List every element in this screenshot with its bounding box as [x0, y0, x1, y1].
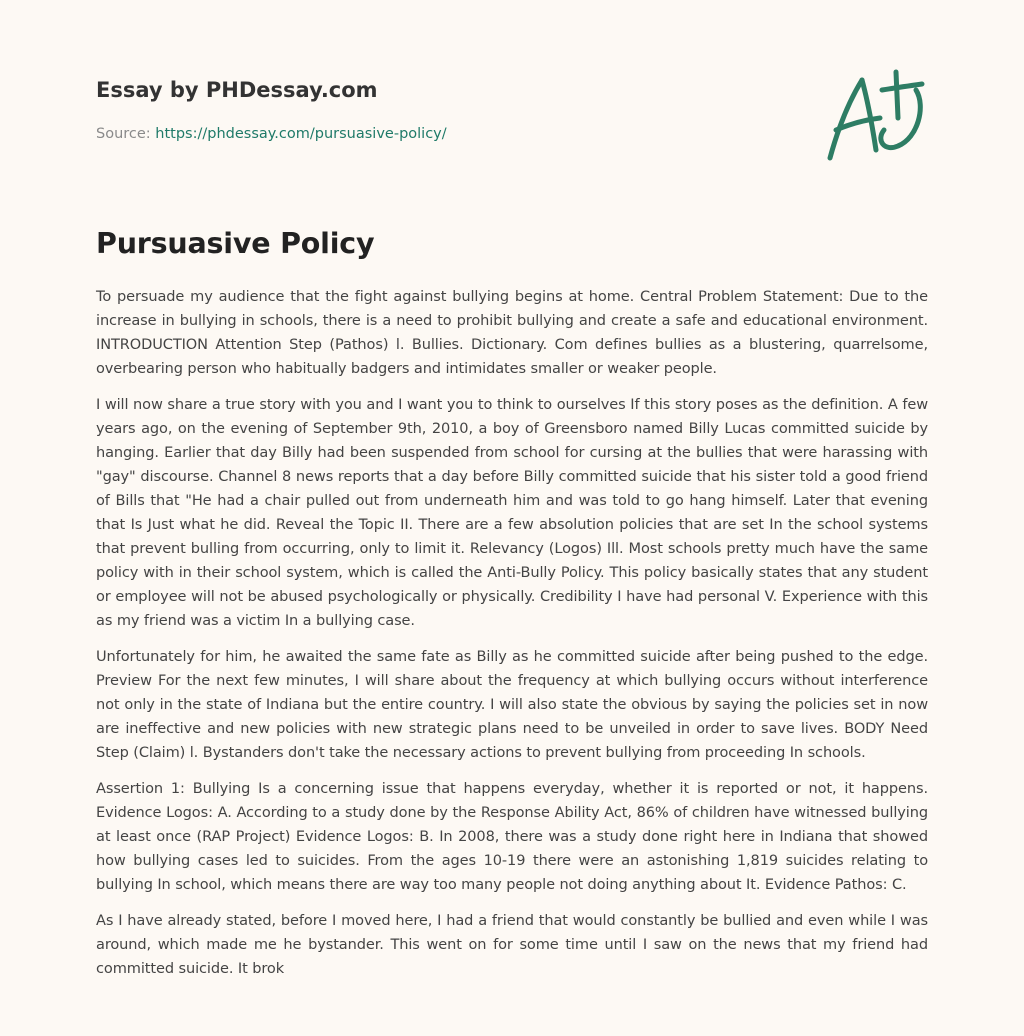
- source-link[interactable]: https://phdessay.com/pursuasive-policy/: [155, 126, 447, 142]
- essay-paragraph: Unfortunately for him, he awaited the same fate as Billy as he committed suicide after being pushed to the edge. Preview For the next few minutes, I will share about the frequency at which bullying occurs without interference not only in the state of Indiana but the entire country. I will also state the obvious by saying the policies set in now are ineffective and new policies with new strategic plans need to be unveiled in order to save lives. BODY Need Step (Claim) l. Bystanders don't take the necessary actions to prevent bullying from proceeding In schools.: [96, 648, 928, 761]
- site-brand: Essay by PHDessay.com: [96, 78, 378, 102]
- essay-paragraph: I will now share a true story with you and I want you to think to ourselves If this story poses as the definition. A few years ago, on the evening of September 9th, 2010, a boy of Greensboro named Billy Lucas committed suicide by hanging. Earlier that day Billy had been suspended from school for cursing at the bullies that were harassing with "gay" discourse. Channel 8 news reports that a day before Billy committed suicide that his sister told a good friend of Bills that "He had a chair pulled out from underneath him and was told to go hang himself. Later that evening that Is Just what he did. Reveal the Topic II. There are a few absolution policies that are set In the school systems that prevent bulling from occurring, only to limit it. Relevancy (Logos) Ill. Most schools pretty much have the same policy with in their school system, which is called the Anti-Bully Policy. This policy basically states that any student or employee will not be abused psychologically or physically. Credibility I have had personal V. Experience with this as my friend was a victim In a bullying case.: [96, 396, 928, 629]
- essay-paragraph: Assertion 1: Bullying Is a concerning issue that happens everyday, whether it is reported or not, it happens. Evidence Logos: A. According to a study done by the Response Ability Act, 86% of children have witnessed bullying at least once (RAP Project) Evidence Logos: B. In 2008, there was a study done right here in Indiana that showed how bullying cases led to suicides. From the ages 10-19 there were an astonishing 1,819 suicides relating to bullying In school, which means there are way too many people not doing anything about It. Evidence Pathos: C.: [96, 780, 928, 893]
- essay-paragraph: As I have already stated, before I moved here, I had a friend that would constantly be bullied and even while I was around, which made me he bystander. This went on for some time until I saw on the news that my friend had committed suicide. It brok: [96, 912, 928, 977]
- essay-paragraph: To persuade my audience that the fight against bullying begins at home. Central Problem Statement: Due to the increase in bullying in schools, there is a need to prohibit bullying and create a safe and educational environment. INTRODUCTION Attention Step (Pathos) l. Bullies. Dictionary. Com defines bullies as a blustering, quarrelsome, overbearing person who habitually badgers and intimidates smaller or weaker people.: [96, 288, 928, 377]
- essay-header: [96, 76, 696, 144]
- source-line: [96, 124, 696, 144]
- source-label: Source:: [96, 126, 156, 142]
- essay-body: [96, 285, 928, 993]
- essay-title: Pursuasive Policy: [96, 227, 375, 260]
- a-plus-grade-icon: [818, 66, 928, 166]
